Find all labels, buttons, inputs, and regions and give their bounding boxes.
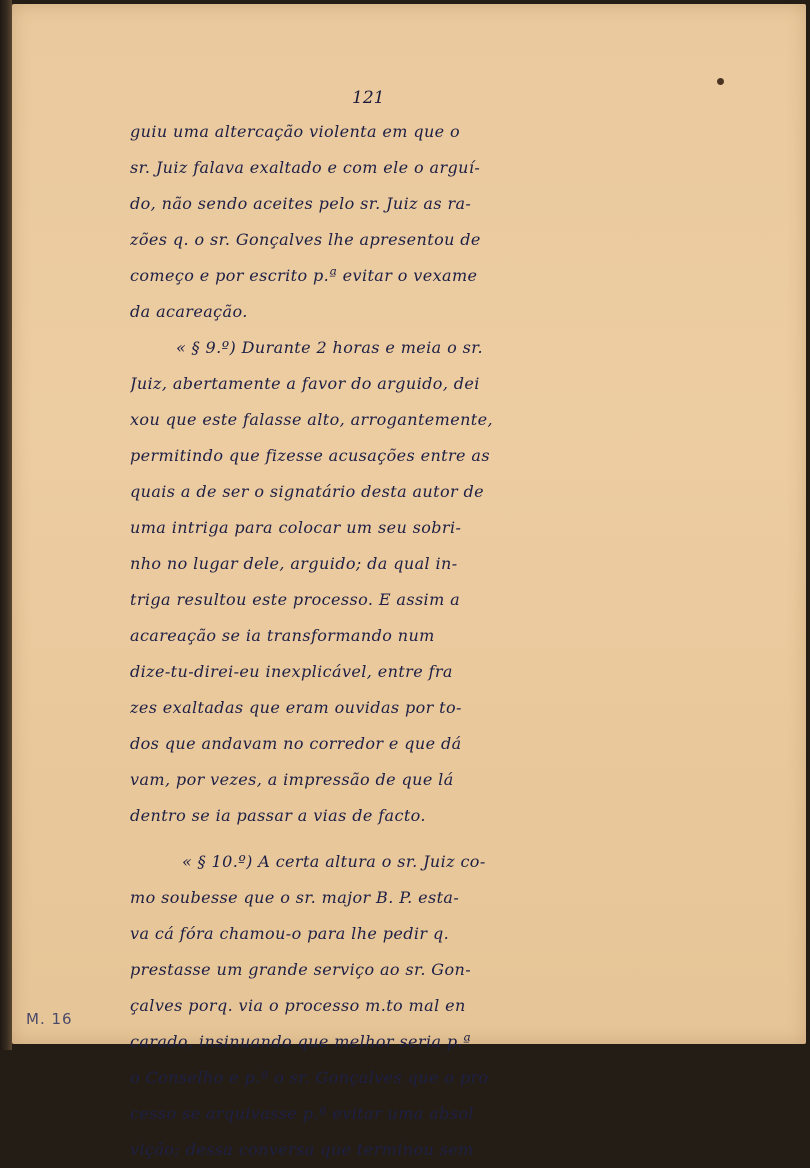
manuscript-text bbox=[130, 114, 620, 1168]
text-line: quais a de ser o signatário desta autor de bbox=[130, 482, 485, 501]
text-line: mo soubesse que o sr. major B. P. esta- bbox=[130, 888, 460, 907]
text-line: começo e por escrito p.ª evitar o vexame bbox=[130, 266, 478, 285]
text-line: zes exaltadas que eram ouvidas por to- bbox=[130, 698, 462, 717]
text-line: da acareação. bbox=[130, 302, 248, 321]
paragraph-gap bbox=[130, 834, 620, 844]
text-line: « § 9.º) Durante 2 horas e meia o sr. bbox=[176, 338, 484, 357]
text-line: xou que este falasse alto, arrogantemente, bbox=[130, 410, 493, 429]
text-line: nho no lugar dele, arguido; da qual in- bbox=[130, 554, 458, 573]
text-line: vam, por vezes, a impressão de que lá bbox=[130, 770, 454, 789]
text-line: do, não sendo aceites pelo sr. Juiz as ra- bbox=[130, 194, 472, 213]
book-spine bbox=[0, 0, 12, 1050]
text-line: guiu uma altercação violenta em que o bbox=[130, 122, 461, 141]
text-line: uma intriga para colocar um seu sobri- bbox=[130, 518, 462, 537]
text-line: « § 10.º) A certa altura o sr. Juiz co- bbox=[182, 852, 486, 871]
text-line: permitindo que fizesse acusações entre as bbox=[130, 446, 490, 465]
manuscript-page bbox=[12, 4, 806, 1159]
text-line: o Conselho e p.ª o sr. Gonçalves que o pro bbox=[130, 1068, 489, 1087]
text-line: dize-tu-direi-eu inexplicável, entre fra bbox=[130, 662, 453, 681]
text-line: va cá fóra chamou-o para lhe pedir q. bbox=[130, 924, 450, 943]
archive-mark: M. 16 bbox=[26, 1010, 73, 1028]
text-line: acareação se ia transformando num bbox=[130, 626, 435, 645]
text-line: prestasse um grande serviço ao sr. Gon- bbox=[130, 960, 472, 979]
page-number: 121 bbox=[352, 88, 385, 108]
text-line: cesso se arquivasse p.ª evitar uma absol bbox=[130, 1104, 474, 1123]
ink-stain bbox=[717, 78, 724, 85]
text-line: zões q. o sr. Gonçalves lhe apresentou de bbox=[130, 230, 481, 249]
text-line: carado, insinuando que melhor seria p.ª bbox=[130, 1032, 472, 1051]
text-line: Juiz, abertamente a favor do arguido, dei bbox=[130, 374, 480, 393]
text-line: triga resultou este processo. E assim a bbox=[130, 590, 461, 609]
text-line: çalves porq. via o processo m.to mal en bbox=[130, 996, 466, 1015]
text-line: vição; dessa conversa que terminou sem bbox=[130, 1140, 474, 1159]
text-line: dos que andavam no corredor e que dá bbox=[130, 734, 462, 753]
text-line: sr. Juiz falava exaltado e com ele o arguí- bbox=[130, 158, 481, 177]
text-line: dentro se ia passar a vias de facto. bbox=[130, 806, 426, 825]
